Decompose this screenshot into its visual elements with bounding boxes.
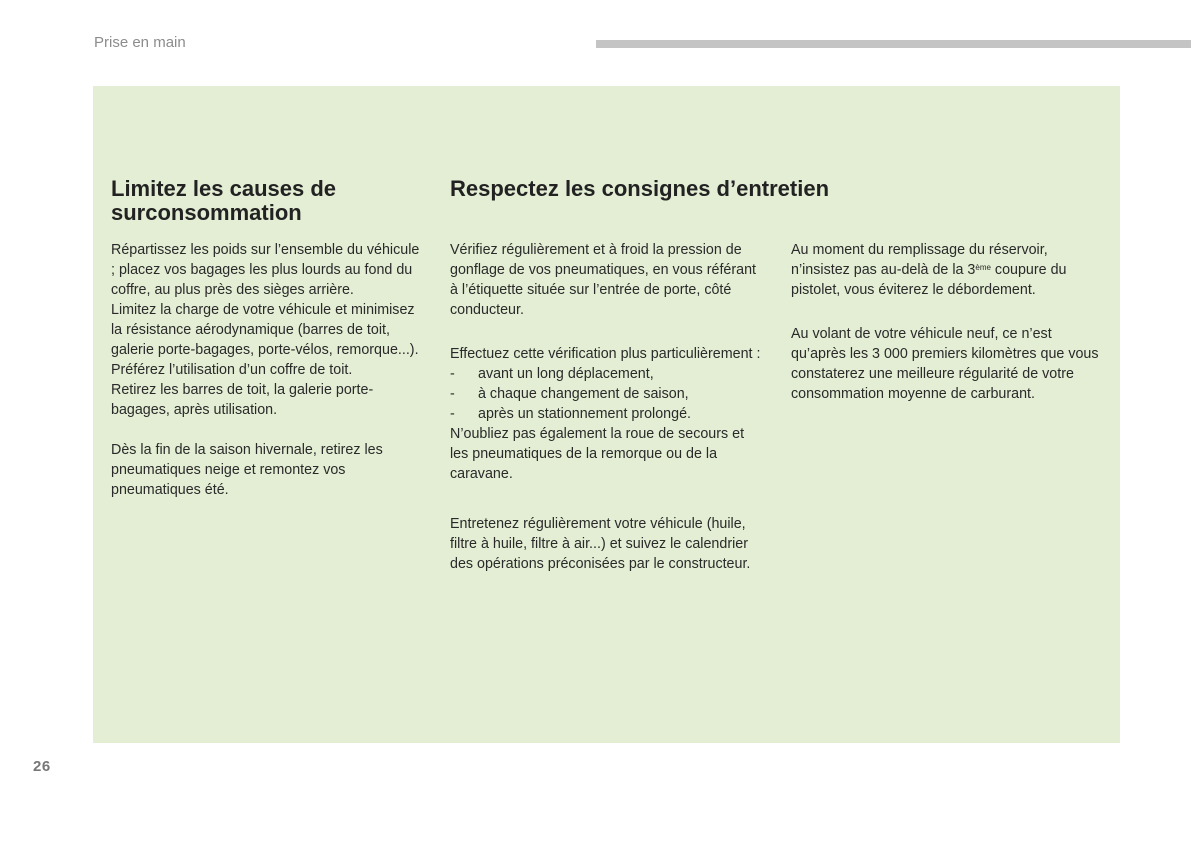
list-item: - avant un long déplacement, [450, 364, 766, 384]
paragraph: Au volant de votre véhicule neuf, ce n’est qu’après les 3 000 premiers kilomètres que vous constaterez une meilleure régularité de votre consommation moyenne de carburant. [791, 326, 1099, 402]
text-span: Au moment du remplissage du réservoir, n’insistez pas au-delà de la 3 [791, 242, 1048, 278]
text-span: coupure du pistolet, vous éviterez le débordement. [791, 262, 1067, 298]
paragraph: Limitez la charge de votre véhicule et minimisez la résistance aérodynamique (barres de toit, galerie porte-bagages, porte-vélos, remorque...). Préférez l’utilisation d’un coffre de toit. [111, 302, 419, 378]
paragraph: Entretenez régulièrement votre véhicule (huile, filtre à huile, filtre à air...) et suivez le calendrier des opérations préconisées par le constructeur. [450, 516, 751, 572]
paragraph: N’oubliez pas également la roue de secours et les pneumatiques de la remorque ou de la caravane. [450, 426, 745, 482]
section-heading-consumption [111, 177, 336, 225]
chapter-title: Prise en main [94, 34, 186, 51]
checklist [450, 364, 766, 424]
superscript: ème [975, 263, 991, 272]
paragraph: Dès la fin de la saison hivernale, retirez les pneumatiques neige et remontez vos pneumatiques été. [111, 442, 383, 498]
tips-column [791, 240, 1101, 404]
paragraph: Vérifiez régulièrement et à froid la pression de gonflage de vos pneumatiques, en vous référant à l’étiquette située sur l’entrée de porte, côté conducteur. [450, 242, 757, 318]
section-heading-maintenance: Respectez les consignes d’entretien [450, 176, 830, 201]
paragraph: Retirez les barres de toit, la galerie porte-bagages, après utilisation. [111, 382, 374, 418]
paragraph: Répartissez les poids sur l’ensemble du véhicule ; placez vos bagages les plus lourds au fond du coffre, au plus près des sièges arrière. [111, 242, 420, 298]
heading-line-1: Limitez les causes de [111, 176, 336, 201]
paragraph: Effectuez cette vérification plus particulièrement : [450, 346, 761, 362]
list-item: - à chaque changement de saison, [450, 384, 766, 404]
page-number: 26 [33, 758, 51, 775]
heading-line-2: surconsommation [111, 200, 302, 225]
paragraph [791, 240, 1101, 300]
maintenance-column [450, 240, 766, 574]
header-rule [596, 40, 1191, 48]
list-item: - après un stationnement prolongé. [450, 404, 766, 424]
consumption-column [111, 240, 423, 500]
